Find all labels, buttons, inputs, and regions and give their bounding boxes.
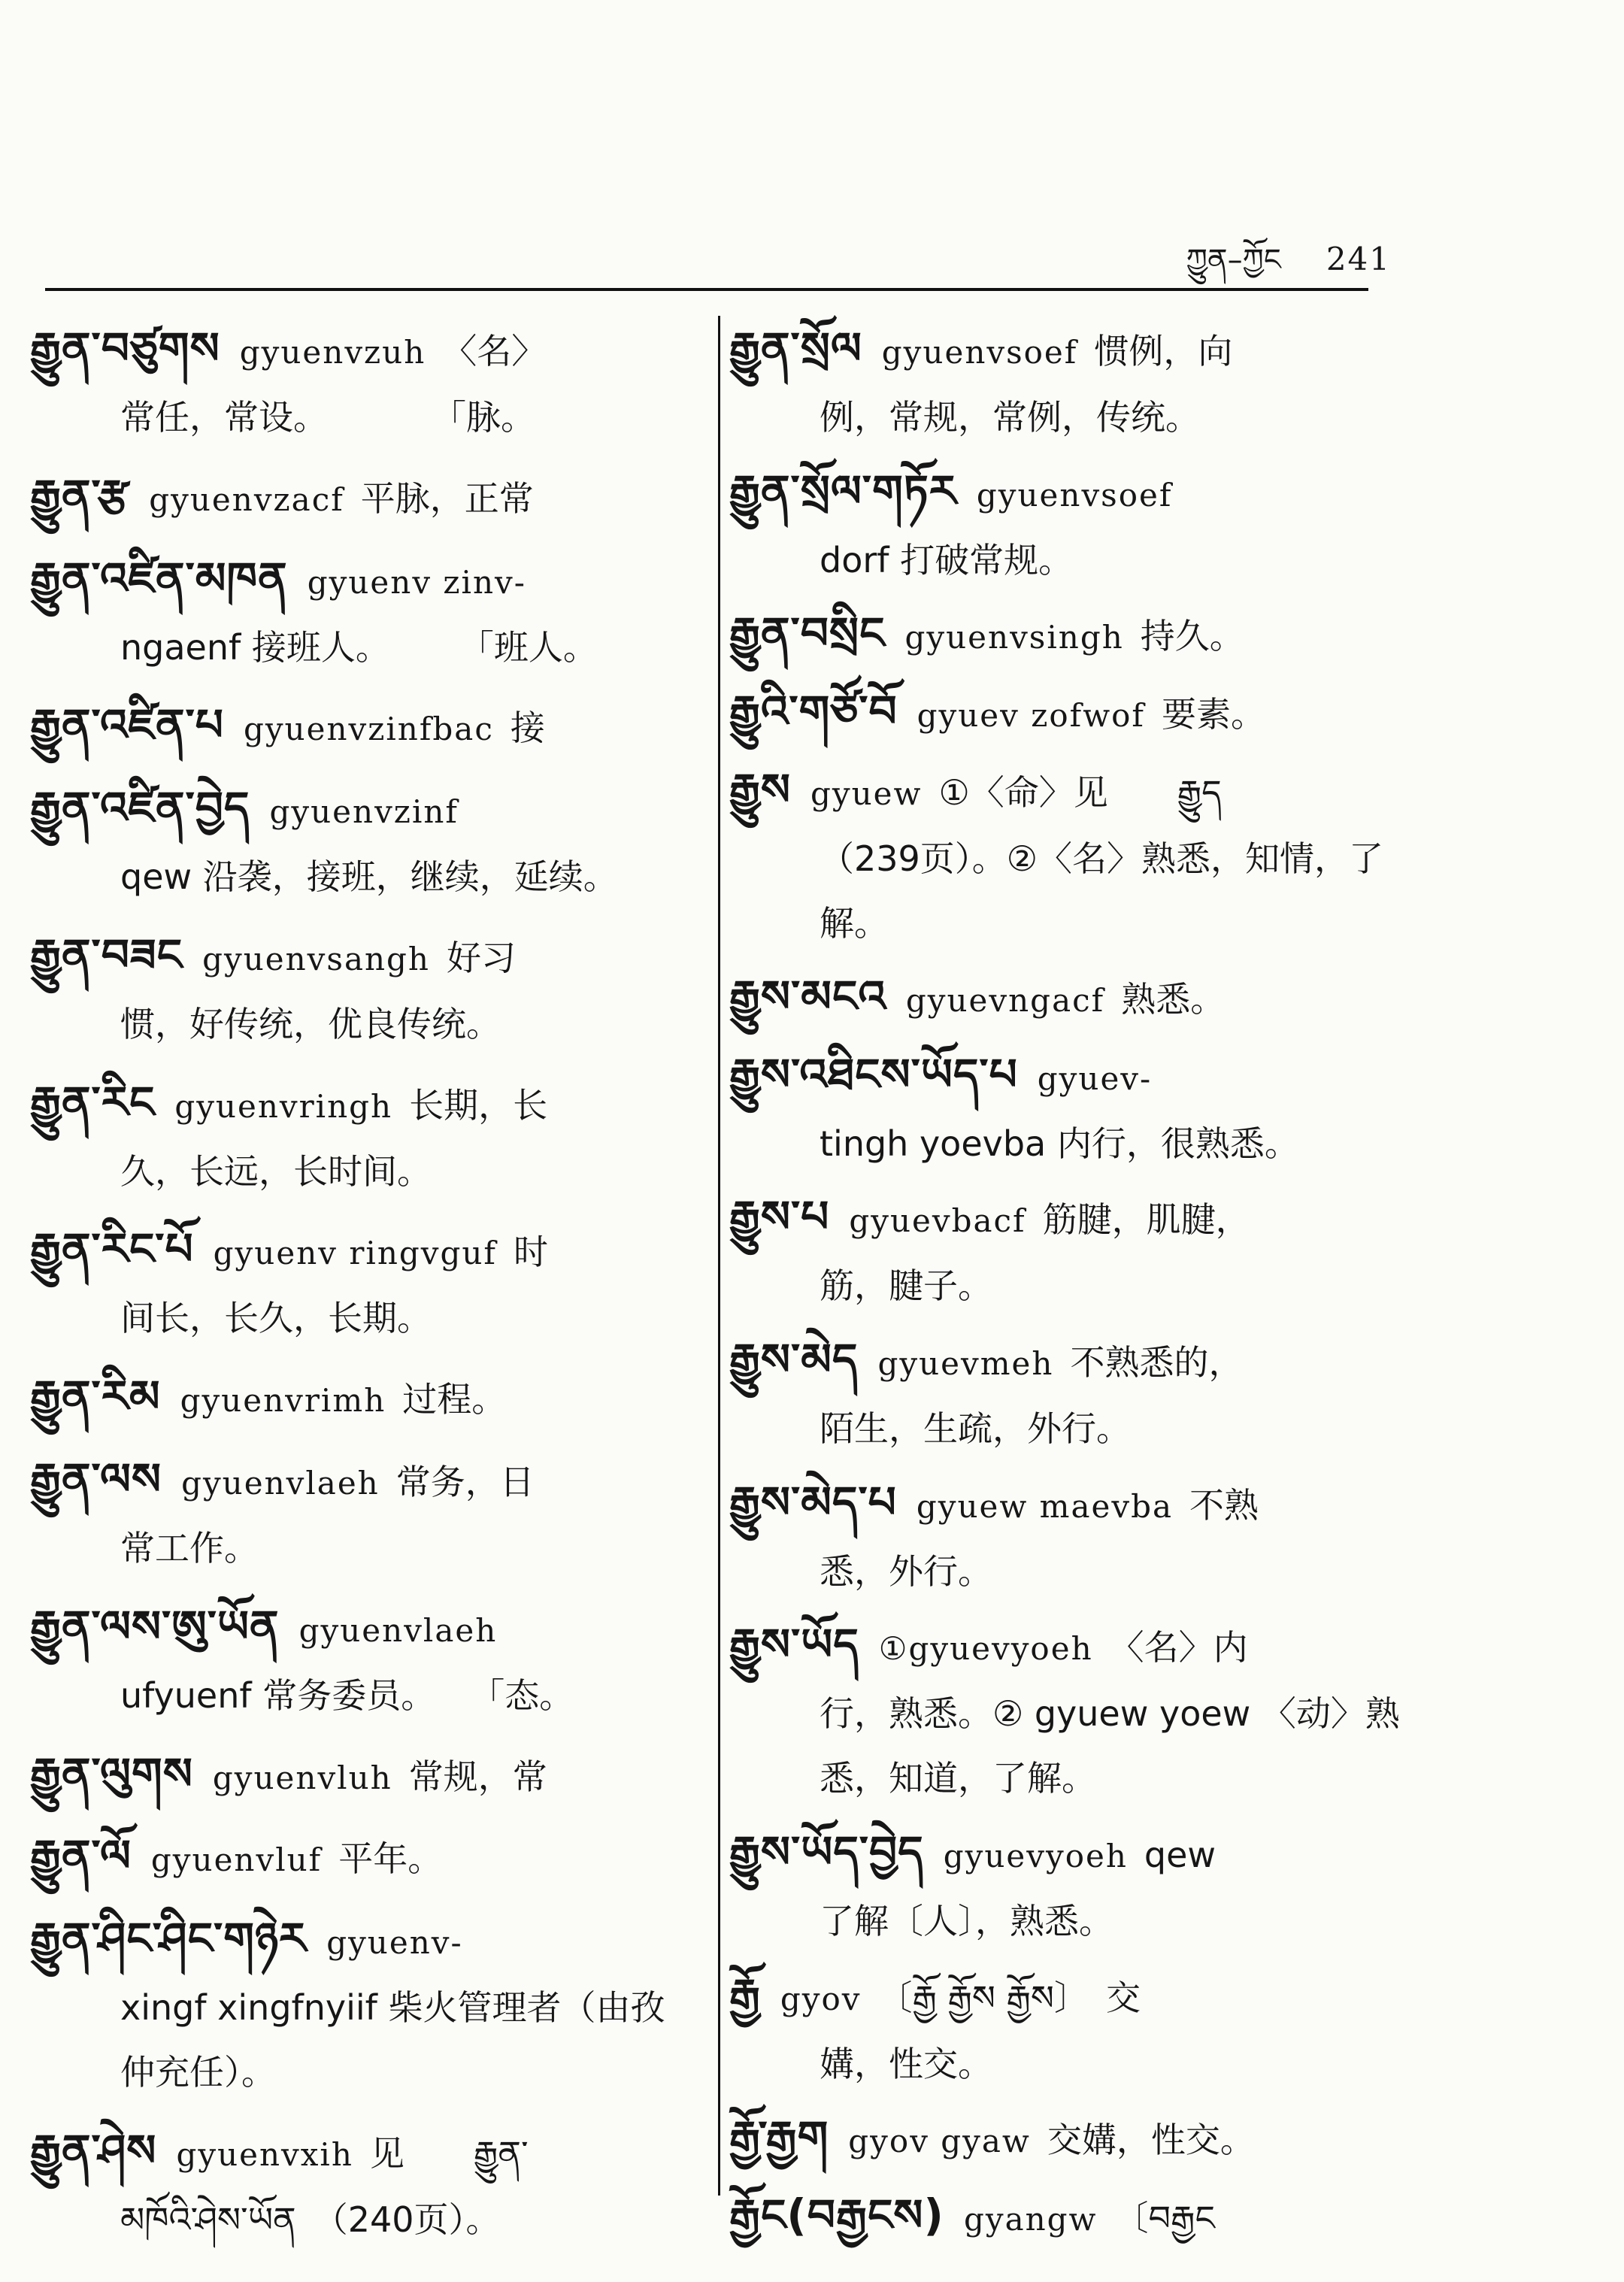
romanization: gyuenvsangh	[202, 940, 430, 977]
romanization: gyuevmeh	[877, 1345, 1054, 1383]
entry-first-line	[729, 1470, 1406, 1539]
entry-first-line	[729, 459, 1406, 528]
entry-continuation: 惯，好传统，优良传统。	[120, 1003, 501, 1044]
entry-first-line	[729, 2105, 1406, 2174]
dictionary-entry	[30, 1741, 699, 1811]
dictionary-entry	[729, 1042, 1406, 1176]
definition: 〔བརྒྱང	[1113, 2197, 1215, 2238]
definition: 〈名〉	[442, 331, 547, 371]
entry-continuation: 间长，长久，长期。	[120, 1298, 432, 1339]
romanization: gyuenvzinf	[269, 793, 459, 831]
entry-first-line	[729, 1042, 1406, 1111]
entry-first-line	[729, 1820, 1406, 1889]
definition: 过程。	[402, 1379, 507, 1420]
definition: ①〈命〉见 རྒྱུད	[938, 771, 1222, 813]
entry-continuation: 行，熟悉。② gyuew yoew 〈动〉熟悉，知道，了解。	[820, 1693, 1400, 1799]
headword: རྒྱུན་འཛིན་པ	[30, 699, 224, 751]
definition: qew	[1144, 1835, 1216, 1876]
headword: རྒྱུས་མེད	[729, 1334, 859, 1386]
romanization: gyuenv-	[326, 1924, 463, 1962]
headword: རྒྱུན་རིང་པོ	[30, 1223, 194, 1275]
left-column	[30, 316, 699, 2252]
romanization: gyuev-	[1037, 1059, 1153, 1097]
entry-first-line	[30, 1594, 699, 1663]
romanization: gyuew	[810, 774, 923, 812]
dictionary-entry	[729, 2105, 1406, 2174]
dictionary-entry	[30, 1823, 699, 1893]
romanization: gyov	[780, 1980, 862, 2017]
romanization: gyuenvrimh	[180, 1382, 386, 1420]
dictionary-entry	[729, 2183, 1406, 2252]
romanization: gyuenvluf	[150, 1841, 323, 1879]
romanization: gyuenvzuh	[239, 334, 426, 371]
definition: 见 རྒྱུན་	[369, 2132, 529, 2174]
definition: 惯例，向	[1094, 331, 1233, 371]
headword: རྒྱུས་ཡོད་བྱེད	[729, 1826, 924, 1878]
dictionary-entry	[30, 1594, 699, 1728]
entry-first-line	[729, 316, 1406, 385]
headword: རྒྱུན་བསྲིང	[729, 608, 886, 659]
definition: 筋腱，肌腱，	[1042, 1199, 1250, 1241]
dictionary-entry	[729, 1962, 1406, 2096]
romanization: gyuenvzacf	[149, 480, 344, 518]
headword: རྒྱུན་བཟང	[30, 929, 183, 980]
romanization: gyuenvlaeh	[181, 1465, 380, 1502]
entry-first-line	[729, 1962, 1406, 2032]
romanization: gyuenv zinv-	[307, 563, 526, 601]
definition: 时	[513, 1232, 548, 1273]
entry-continuation: qew 沿袭，接班，继续，延续。	[120, 856, 618, 898]
entry-first-line	[729, 1184, 1406, 1253]
headword: རྒྱུན་ལས	[30, 1453, 162, 1505]
headword: རྒྱུན་རིམ	[30, 1371, 161, 1423]
romanization: gyuenvzinfbac	[243, 711, 494, 748]
entry-continuation: xingf xingfnyiif 柴火管理者（由孜仲充任）。	[120, 1987, 665, 2093]
headword: རྒྱུན་རིང	[30, 1076, 156, 1128]
entry-continuation: 久，长远，长时间。	[120, 1150, 432, 1192]
romanization: gyuew maevba	[916, 1487, 1174, 1525]
definition: 接	[510, 708, 545, 749]
entry-first-line	[30, 1823, 699, 1893]
right-column	[729, 316, 1406, 2252]
entry-continuation: 陌生，生疏，外行。	[820, 1408, 1131, 1450]
romanization: gyuenvsingh	[904, 619, 1124, 656]
dictionary-entry	[729, 316, 1406, 450]
entry-first-line	[729, 964, 1406, 1033]
entry-continuation: 了解〔人〕，熟悉。	[820, 1901, 1113, 1942]
definition: 不熟	[1189, 1484, 1259, 1526]
entry-first-line	[30, 923, 699, 992]
definition: 〈名〉内	[1109, 1627, 1248, 1668]
entry-continuation: ngaenf 接班人。 「班人。	[120, 626, 598, 668]
headword: རྒྱུན་ཤིང་ཤིང་གཉེར	[30, 1913, 308, 1965]
entry-first-line	[30, 546, 699, 615]
entry-first-line	[30, 775, 699, 844]
romanization: gyuevbacf	[849, 1202, 1026, 1240]
dictionary-entry	[729, 1820, 1406, 1953]
entry-continuation: 常工作。	[120, 1528, 259, 1569]
entry-continuation: dorf 打破常规。	[820, 539, 1074, 580]
dictionary-entry	[30, 1447, 699, 1580]
entry-first-line	[30, 1364, 699, 1433]
definition: 平脉，正常	[360, 477, 534, 519]
entry-continuation: （239页）。②〈名〉熟悉，知情，了解。	[820, 838, 1384, 944]
entry-continuation: 悉，外行。	[820, 1550, 992, 1592]
entry-first-line	[729, 2183, 1406, 2252]
page-number: 241	[1326, 241, 1391, 277]
headword: རྒྱུན་སྲོལ	[729, 323, 862, 374]
entry-continuation: མཁོའི་ཤེས་ཡོན （240页）。	[120, 2199, 501, 2240]
headword: རྒྱུན་ལུགས	[30, 1747, 193, 1799]
entry-first-line	[729, 679, 1406, 748]
romanization: gyangw	[963, 2200, 1098, 2238]
entry-first-line	[30, 1741, 699, 1811]
headword: རྒྱོ	[729, 1968, 761, 2020]
romanization: gyov gyaw	[848, 2123, 1031, 2160]
headword: རྒྱུན་འཛིན་བྱེད	[30, 782, 250, 834]
dictionary-entry	[729, 459, 1406, 592]
definition: 常务，日	[395, 1462, 535, 1503]
dictionary-entry	[30, 775, 699, 909]
dictionary-entry	[729, 757, 1406, 956]
headword: རྒྱུན་ལོ	[30, 1830, 132, 1882]
romanization: gyuenvxih	[176, 2135, 353, 2173]
romanization: ①gyuevyoeh	[878, 1630, 1093, 1668]
dictionary-entry	[30, 692, 699, 762]
definition: 交媾，性交。	[1047, 2120, 1255, 2161]
headword: རྒྱུན་འཛིན་མཁན	[30, 552, 288, 604]
dictionary-entry	[30, 1070, 699, 1204]
romanization: gyuenvringh	[174, 1087, 393, 1125]
headword: རྒྱུས་མངའ	[729, 971, 886, 1023]
entry-first-line	[30, 1447, 699, 1516]
dictionary-entry	[30, 1217, 699, 1350]
entry-continuation: ufyuenf 常务委员。 「态。	[120, 1674, 574, 1716]
romanization: gyuenvlaeh	[298, 1611, 498, 1649]
romanization: gyuev zofwof	[917, 696, 1145, 734]
entry-first-line	[30, 1906, 699, 1975]
definition: 要素。	[1161, 693, 1265, 735]
definition: 常规，常	[408, 1756, 547, 1797]
entry-continuation: 筋，腱子。	[820, 1265, 992, 1307]
definition: 持久。	[1140, 616, 1244, 657]
headword: རྒྱོ་རྒྱག	[729, 2111, 829, 2163]
romanization: gyuenvluh	[212, 1759, 392, 1796]
entry-first-line	[729, 1327, 1406, 1396]
headword: རྒྱུས་འཐིངས་ཡོད་པ	[729, 1048, 1018, 1100]
dictionary-entry	[30, 316, 699, 450]
headword: རྒྱུས་པ	[729, 1191, 830, 1243]
headword: རྒྱུས་ཡོད	[729, 1619, 859, 1671]
romanization: gyuenvsoef	[976, 476, 1173, 514]
headword: རྒྱུས	[729, 763, 791, 815]
definition: 〔རྒྱོ རྒྱོས རྒྱོས〕 交	[877, 1977, 1141, 2018]
dictionary-entry	[30, 463, 699, 532]
entry-continuation: 媾，性交。	[820, 2043, 992, 2084]
entry-first-line	[30, 692, 699, 762]
headword: རྒྱུན་རྩ	[30, 469, 130, 521]
dictionary-entry	[30, 2118, 699, 2252]
entry-first-line	[30, 463, 699, 532]
dictionary-entry	[729, 1470, 1406, 1604]
guide-words: ཀྱུན–ཀྱོང	[1186, 243, 1281, 277]
definition: 长期，长	[409, 1084, 548, 1126]
dictionary-entry	[30, 1906, 699, 2105]
dictionary-entry	[30, 923, 699, 1056]
entry-continuation: tingh yoevba 内行，很熟悉。	[820, 1123, 1299, 1164]
running-header	[1186, 226, 1391, 311]
headword: རྒྱུན་ཤེས	[30, 2124, 157, 2176]
definition: 不熟悉的，	[1070, 1342, 1244, 1383]
entry-first-line	[729, 601, 1406, 670]
entry-first-line	[729, 757, 1406, 826]
dictionary-entry	[729, 1327, 1406, 1461]
romanization: gyuevngacf	[905, 982, 1105, 1020]
romanization: gyuevyoeh	[943, 1838, 1128, 1875]
romanization: gyuenvsoef	[881, 334, 1078, 371]
dictionary-entry	[30, 1364, 699, 1433]
dictionary-entry	[30, 546, 699, 680]
dictionary-entry	[729, 679, 1406, 748]
entry-continuation: 例，常规，常例，传统。	[820, 397, 1200, 438]
entry-continuation: 常任，常设。 「脉。	[120, 397, 535, 438]
definition: 平年。	[338, 1838, 443, 1880]
definition: 熟悉。	[1121, 979, 1226, 1020]
headword: རྒྱུན་སྲོལ་གཏོར	[729, 465, 957, 517]
headword: རྒྱོང(བརྒྱངས)	[729, 2189, 944, 2241]
column-divider	[718, 316, 720, 2196]
romanization: gyuenv ringvguf	[213, 1235, 497, 1272]
headword: རྒྱུས་མེད་པ	[729, 1476, 897, 1528]
entry-first-line	[30, 1217, 699, 1286]
header-rule	[45, 288, 1368, 291]
dictionary-entry	[729, 1612, 1406, 1811]
entry-first-line	[30, 1070, 699, 1139]
entry-first-line	[729, 1612, 1406, 1681]
dictionary-entry	[729, 964, 1406, 1033]
dictionary-entry	[729, 601, 1406, 670]
definition: 好习	[446, 937, 516, 978]
headword: རྒྱུའི་གཙོ་བོ	[729, 685, 898, 737]
entry-first-line	[30, 316, 699, 385]
entry-first-line	[30, 2118, 699, 2187]
headword: རྒྱུན་བཙུགས	[30, 323, 220, 374]
dictionary-entry	[729, 1184, 1406, 1318]
headword: རྒྱུན་ལས་ཨུ་ཡོན	[30, 1600, 280, 1652]
